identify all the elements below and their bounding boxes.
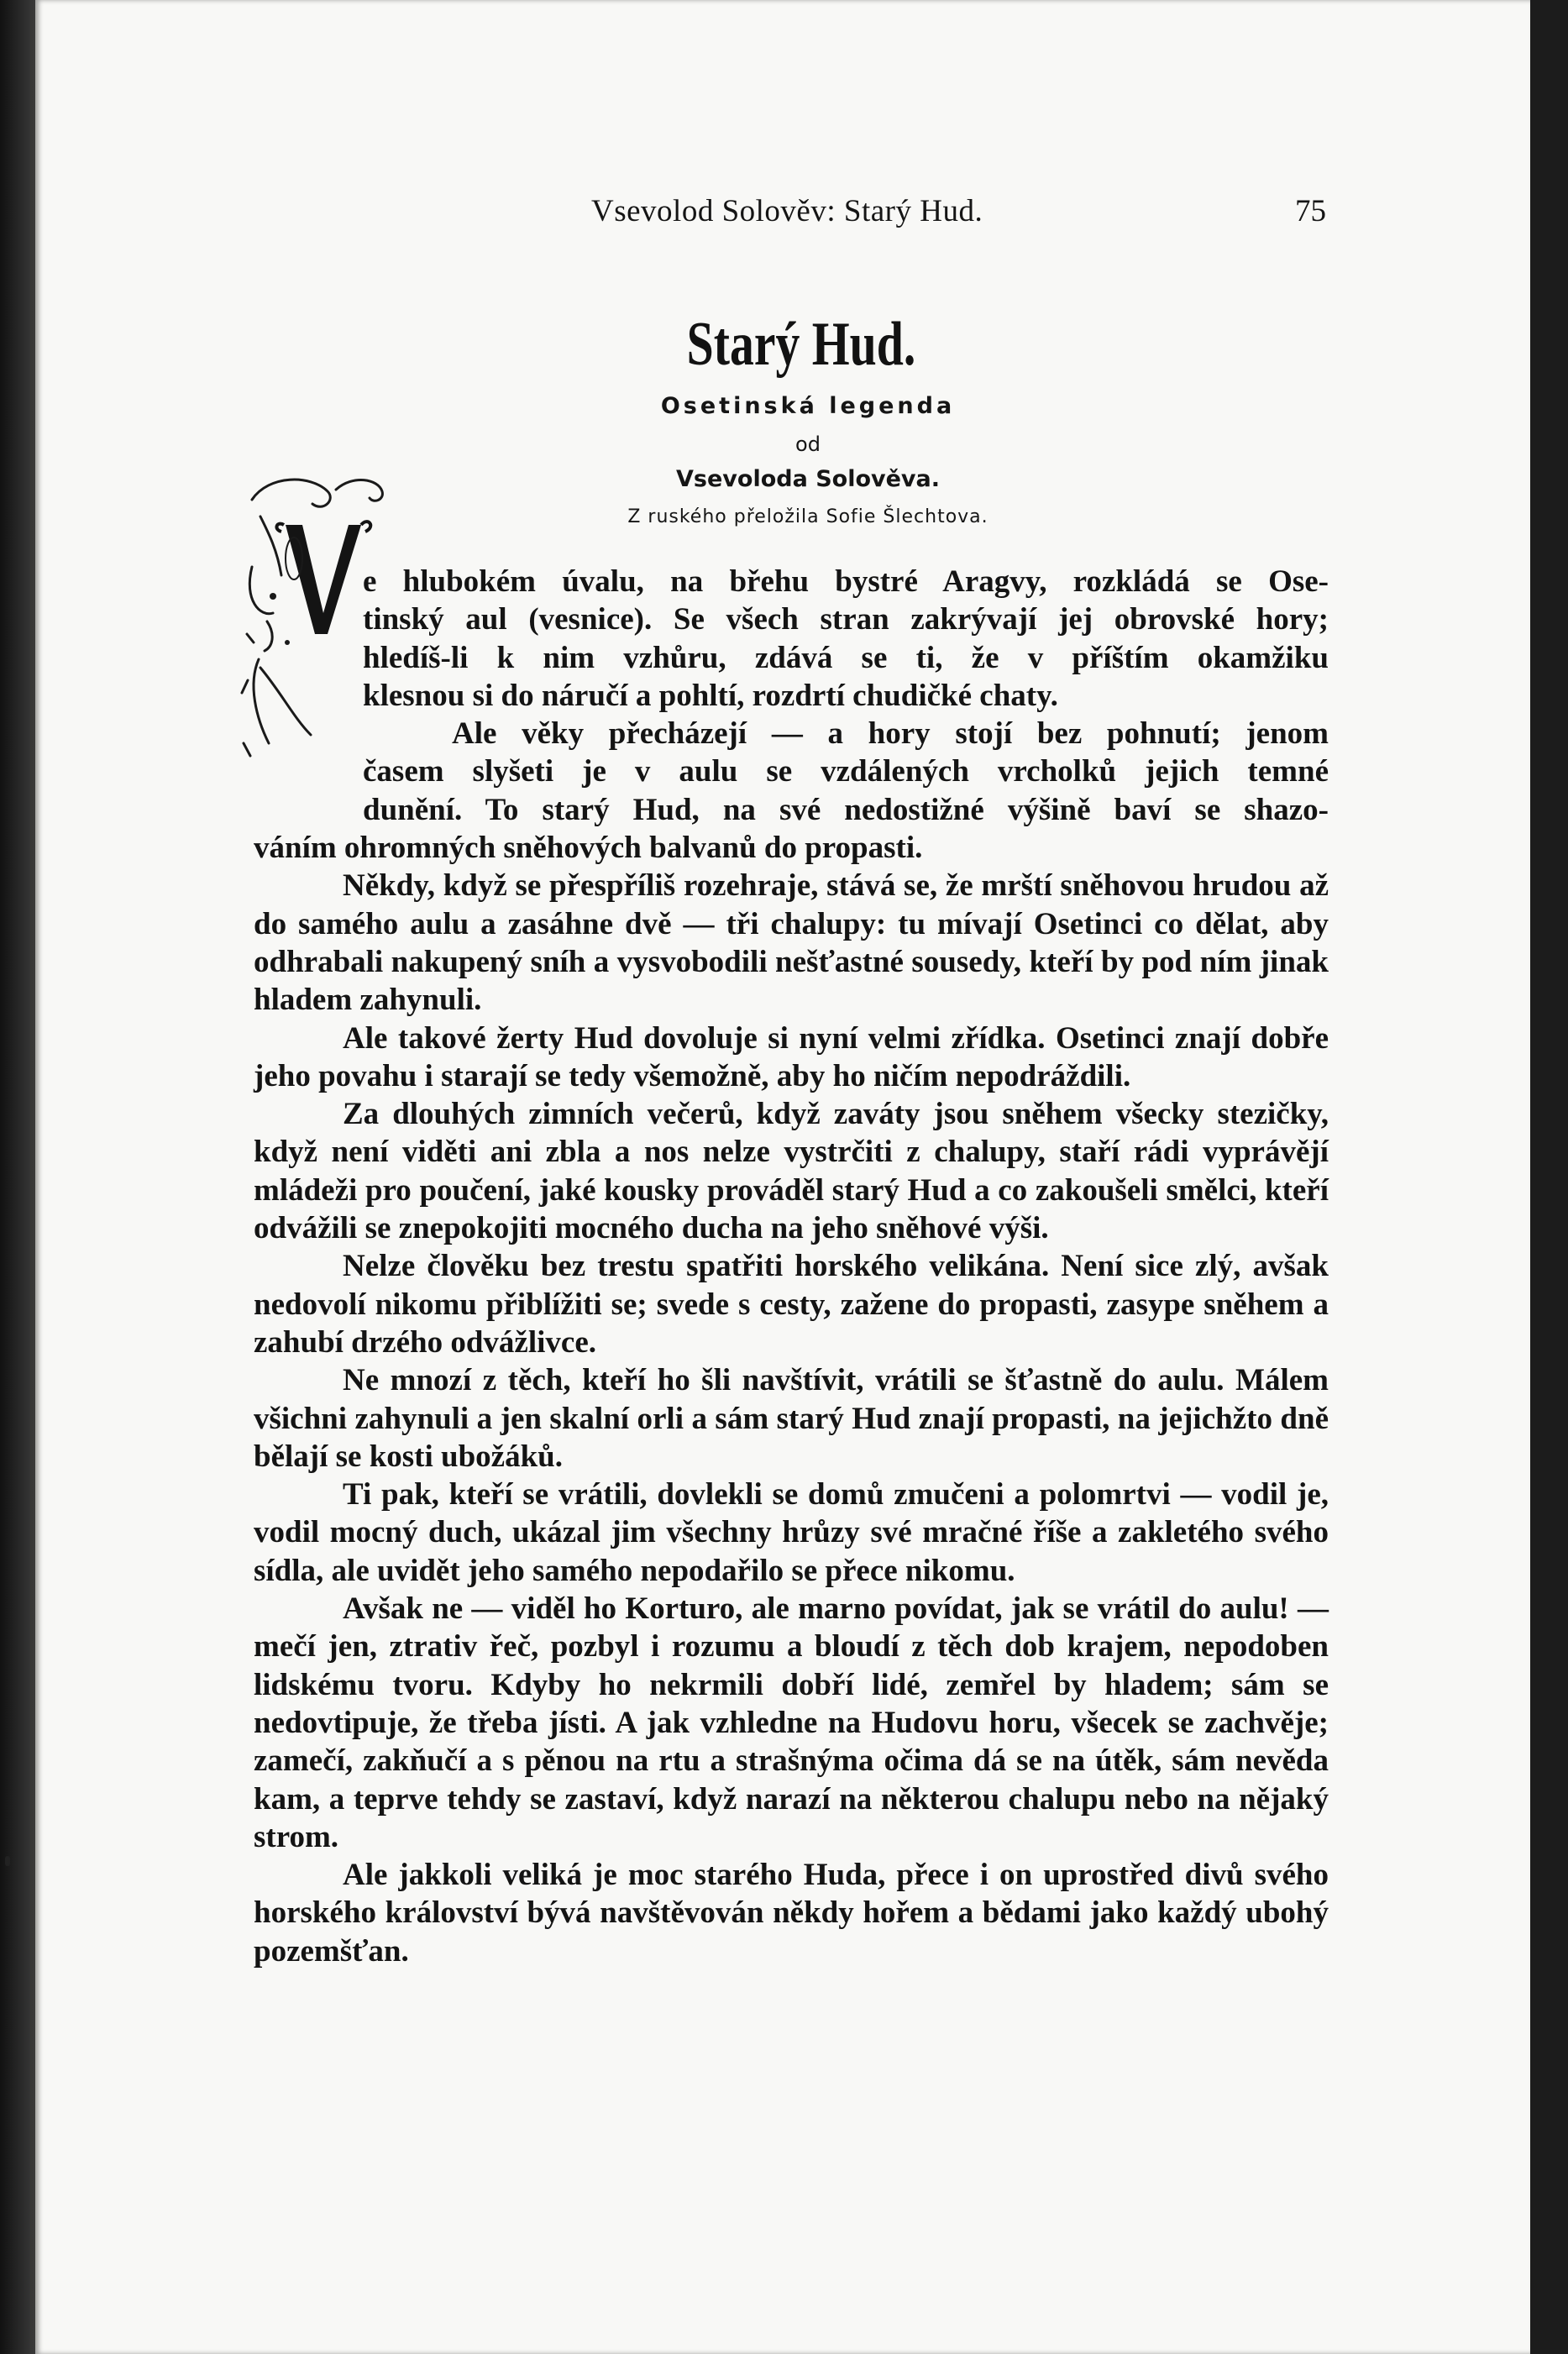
paragraph-10: Ale jakkoli veliká je moc starého Huda, přece i on uprostřed divů svého horského království bývá navštěvován někdy hořem a bědami jako každý ubohý pozemšťan. <box>254 1858 1329 1969</box>
paragraph-6: Nelze člověku bez trestu spatřiti horského velikána. Není sice zlý, avšak nedovolí nikomu přiblížiti se; svede s cesty, zažene do propasti, zasype sněhem a zahubí drzého odvážlivce. <box>254 1249 1329 1360</box>
para2-tail: váním ohromných sněhových balvanů do propasti. <box>254 831 923 866</box>
byline-author: Vsevoloda Solověva. <box>676 466 940 492</box>
para1-line-4: klesnou si do náručí a pohltí, rozdrtí chudičké chaty. <box>363 678 1058 713</box>
article-subtitle: Osetinská legenda <box>660 393 956 419</box>
paragraph-5: Za dlouhých zimních večerů, když zaváty jsou sněhem všecky stezičky, když není viděti ani zbla a nos nelze vystrčiti z chalupy, staří rádi vyprávějí mládeži pro poučení, jaké kousky prováděl starý Hud a co zakoušeli smělci, kteří odvážili se znepokojiti mocného ducha na jeho sněhové výši. <box>254 1097 1329 1246</box>
article-title: Starý Hud. <box>686 310 916 379</box>
paragraph-3: Někdy, když se přespříliš rozehraje, stává se, že mrští sněhovou hrudou až do samého aulu a zasáhne dvě — tři chalupy: tu mívají Osetinci co dělat, aby odhrabali nakupený sníh a vysvobodili nešťastné sousedy, kteří by pod ním jinak hladem zahynuli. <box>254 868 1329 1018</box>
para1-line-1: e hlubokém úvalu, na břehu bystré Aragvy, rozkládá se Ose- <box>363 564 1329 599</box>
paragraph-8: Ti pak, kteří se vrátili, dovlekli se domů zmučeni a polomrtvi — vodil je, vodil mocný duch, ukázal jim všechny hrůzy své mračné říše a zakletého svého sídla, ale uvidět jeho samého nepodařilo se přece nikomu. <box>254 1477 1329 1588</box>
para1-line-2: tinský aul (vesnice). Se všech stran zakrývají jej obrovské hory; <box>363 602 1329 637</box>
byline-translator: Z ruského přeložila Sofie Šlechtova. <box>627 506 989 527</box>
scan-left-edge <box>0 0 35 2354</box>
opening-paragraphs <box>254 563 1329 829</box>
running-head: Vsevolod Solověv: Starý Hud. <box>591 194 983 228</box>
body-text <box>254 563 1329 1970</box>
paragraph-7: Ne mnozí z těch, kteří ho šli navštívit, vrátili se šťastně do aulu. Málem všichni zahynuli a jen skalní orli a sám starý Hud znají propasti, na jejichžto dně bělají se kosti ubožáků. <box>254 1363 1329 1474</box>
page-number: 75 <box>1295 194 1326 228</box>
para1-line-3: hledíš-li k nim vzhůru, zdává se ti, že v příštím okamžiku <box>363 640 1329 675</box>
paragraph-9: Avšak ne — viděl ho Korturo, ale marno povídat, jak se vrátil do aulu! — mečí jen, ztrativ řeč, pozbyl i rozumu a bloudí z těch dob krajem, nepodoben lidskému tvoru. Kdyby ho nekrmili dobří lidé, zemřel by hladem; sám se nedovtipuje, že třeba jísti. A jak vzhledne na Hudovu horu, všecek se zachvěje; zamečí, zakňučí a s pěnou na rtu a strašnýma očima dá se na útěk, sám nevěda kam, a teprve tehdy se zastaví, když narazí na některou chalupu nebo na nějaký strom. <box>254 1591 1329 1854</box>
para2-line-2: časem slyšeti je v aulu se vzdálených vrcholků jejich temné <box>363 754 1329 789</box>
para2-line-1: Ale věky přecházejí — a hory stojí bez pohnutí; jenom <box>452 716 1329 752</box>
paragraph-4: Ale takové žerty Hud dovoluje si nyní velmi zřídka. Osetinci znají dobře jeho povahu i starají se tedy všemožně, aby ho ničím nepodráždili. <box>254 1020 1329 1093</box>
byline-od: od <box>795 433 821 456</box>
para2-line-3: dunění. To starý Hud, na své nedostižné výšině baví se shazo- <box>363 792 1329 827</box>
scan-speck <box>5 1856 10 1866</box>
book-page <box>35 0 1530 2354</box>
